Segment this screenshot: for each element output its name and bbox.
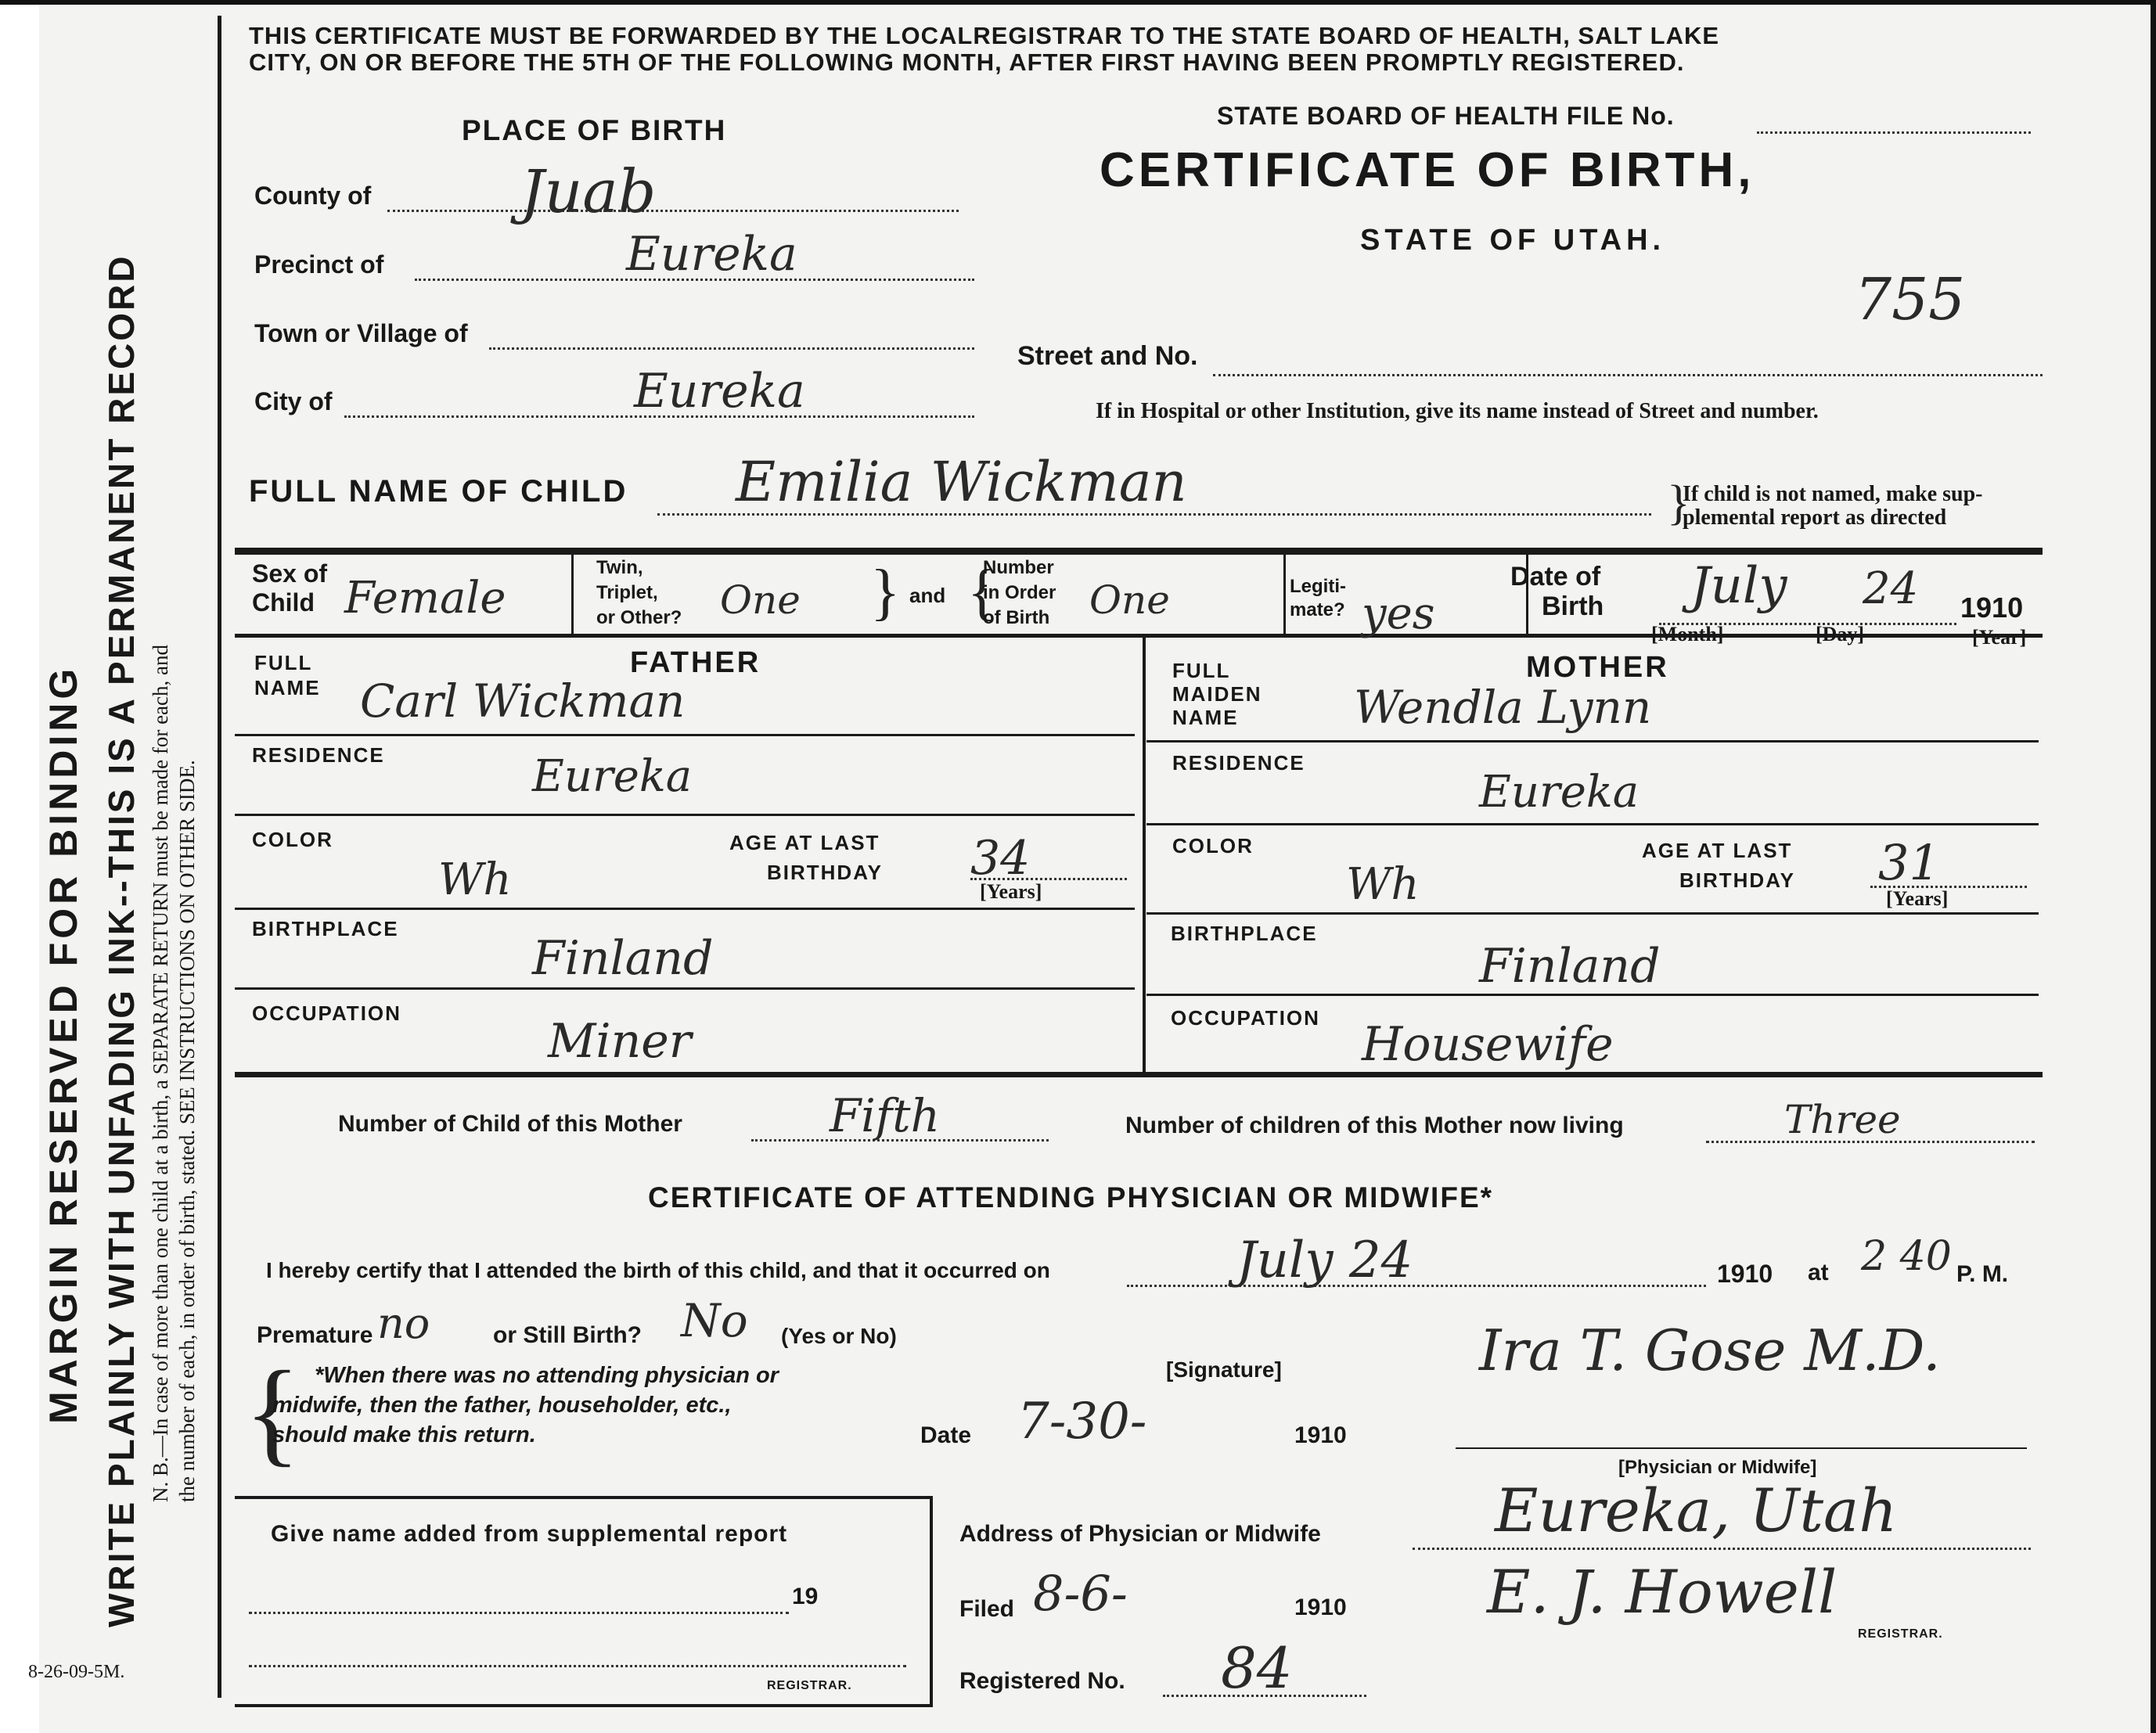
mother-name-label-2: MAIDEN: [1172, 682, 1262, 706]
not-named-note-1: If child is not named, make sup-: [1683, 482, 1983, 506]
sex-label-1: Sex of: [252, 559, 328, 588]
father-color-label: COLOR: [252, 828, 333, 851]
mother-occupation-label: OCCUPATION: [1171, 1006, 1320, 1030]
signature-value: Ira T. Gose M.D.: [1479, 1318, 1941, 1383]
mother-heading: MOTHER: [1526, 651, 1669, 684]
legit-value: yes: [1362, 588, 1435, 639]
dob-label-1: Date of: [1510, 562, 1601, 591]
mother-birthplace-value: Finland: [1479, 939, 1661, 994]
pm-label: P. M.: [1956, 1261, 2009, 1287]
order-bracket: {: [967, 558, 998, 627]
father-age-label-1: AGE AT LAST: [729, 831, 880, 854]
margin-rule: [218, 16, 221, 1698]
legit-label-2: mate?: [1290, 599, 1345, 620]
father-birthplace-value: Finland: [532, 931, 714, 986]
child-number-value: Fifth: [830, 1089, 940, 1142]
father-color-value: Wh: [438, 854, 512, 905]
date-year: 1910: [1294, 1422, 1347, 1448]
certify-text: I hereby certify that I attended the birth of this child, and that it occurred on: [266, 1258, 1050, 1282]
at-label: at: [1808, 1260, 1829, 1285]
yes-or-no: (Yes or No): [781, 1324, 897, 1348]
mother-birthplace-label: BIRTHPLACE: [1171, 922, 1318, 945]
parents-bottom: [235, 1072, 2043, 1077]
order-value: One: [1089, 577, 1170, 623]
occurred-year: 1910: [1717, 1260, 1773, 1288]
torn-edge: [0, 0, 39, 1733]
month-caption: [Month]: [1651, 623, 1724, 645]
not-named-note-2: plemental report as directed: [1683, 505, 1947, 530]
margin-nb-line1: N. B.—In case of more than one child at a birth, a SEPARATE RETURN must be made for each, and: [149, 644, 172, 1502]
parents-divider: [1143, 638, 1146, 1072]
twin-label-1: Twin,: [596, 557, 643, 578]
not-named-bracket: }: [1667, 476, 1690, 530]
child-band-bottom: [235, 634, 2043, 638]
physician-caption: [Physician or Midwife]: [1618, 1457, 1817, 1478]
signature-label: [Signature]: [1166, 1357, 1282, 1382]
child-name-label: FULL NAME OF CHILD: [249, 474, 628, 509]
forward-notice-line1: THIS CERTIFICATE MUST BE FORWARDED BY THE LOCALREGISTRAR TO THE STATE BOARD OF HEALTH, SALT LAKE: [249, 22, 1720, 49]
certificate-number: 755: [1855, 266, 1966, 333]
occurred-line: [1127, 1285, 1706, 1287]
certificate-title: CERTIFICATE OF BIRTH,: [1100, 143, 1755, 197]
precinct-value: Eureka: [626, 227, 797, 282]
premature-label: Premature: [257, 1322, 373, 1348]
dob-month: July: [1690, 557, 1787, 615]
mother-color-rule: [1146, 912, 2039, 915]
still-birth-value: No: [681, 1294, 748, 1347]
father-heading: FATHER: [630, 646, 761, 679]
address-label: Address of Physician or Midwife: [959, 1521, 1321, 1547]
filed-year: 1910: [1294, 1595, 1347, 1620]
order-label-1: Number: [983, 557, 1054, 578]
mother-color-label: COLOR: [1172, 834, 1254, 858]
registrar-signature: E. J. Howell: [1487, 1557, 1837, 1627]
mother-name-label-1: FULL: [1172, 659, 1231, 682]
father-occupation-value: Miner: [548, 1014, 692, 1069]
band-divider-2: [1283, 552, 1286, 634]
child-number-label: Number of Child of this Mother: [338, 1111, 682, 1137]
occurred-month-day: July 24: [1236, 1231, 1413, 1289]
mother-name-rule: [1146, 740, 2039, 742]
twin-label-2: Triplet,: [596, 582, 658, 603]
mother-age-value: 31: [1878, 834, 1940, 891]
mother-occupation-value: Housewife: [1362, 1017, 1614, 1072]
twin-label-3: or Other?: [596, 607, 682, 628]
precinct-label: Precinct of: [254, 250, 384, 279]
mother-name-value: Wendla Lynn: [1354, 681, 1652, 734]
form-code: 8-26-09-5M.: [28, 1662, 125, 1682]
city-value: Eureka: [634, 364, 805, 419]
supplemental-label: Give name added from supplemental report: [271, 1521, 788, 1547]
town-label: Town or Village of: [254, 319, 468, 347]
mother-age-label-1: AGE AT LAST: [1642, 839, 1793, 862]
twin-value: One: [720, 577, 801, 623]
father-residence-rule: [235, 814, 1135, 816]
note-bracket: {: [244, 1347, 301, 1477]
father-birthplace-rule: [235, 987, 1135, 990]
father-years-caption: [Years]: [980, 880, 1042, 903]
hospital-note: If in Hospital or other Institution, give its name instead of Street and number.: [1096, 399, 1819, 423]
physician-sig-rule: [1456, 1447, 2027, 1449]
file-no-line: [1757, 131, 2031, 134]
place-of-birth-heading: PLACE OF BIRTH: [462, 114, 727, 146]
registered-no-label: Registered No.: [959, 1668, 1125, 1694]
legit-label-1: Legiti-: [1290, 576, 1346, 597]
city-label: City of: [254, 387, 333, 415]
father-name-label-1: FULL: [254, 651, 313, 674]
premature-value: no: [377, 1299, 430, 1348]
father-color-rule: [235, 908, 1135, 910]
order-label-3: of Birth: [983, 607, 1050, 628]
father-occupation-label: OCCUPATION: [252, 1001, 401, 1025]
note-line-1: *When there was no attending physician or: [315, 1363, 779, 1388]
day-caption: [Day]: [1816, 623, 1865, 645]
filed-label: Filed: [959, 1596, 1015, 1622]
page-border-top: [0, 0, 2156, 5]
father-residence-value: Eureka: [532, 751, 693, 802]
living-value: Three: [1784, 1097, 1901, 1142]
county-value: Juab: [520, 156, 657, 226]
and-label: and: [909, 584, 946, 607]
dob-day: 24: [1863, 563, 1919, 614]
child-name-value: Emilia Wickman: [736, 450, 1187, 514]
supplemental-year: 19: [792, 1584, 819, 1609]
father-name-label-2: NAME: [254, 676, 321, 699]
supplemental-line: [249, 1612, 789, 1614]
page-border-right: [2151, 0, 2156, 1733]
forward-notice-line2: CITY, ON OR BEFORE THE 5TH OF THE FOLLOWING MONTH, AFTER FIRST HAVING BEEN PROMPTLY REGISTERED.: [249, 49, 1685, 76]
registrar-caption: REGISTRAR.: [1858, 1627, 1943, 1641]
mother-birthplace-rule: [1146, 994, 2039, 996]
supplemental-registrar-line: [249, 1665, 906, 1667]
still-birth-label: or Still Birth?: [493, 1322, 642, 1348]
street-line: [1213, 374, 2043, 376]
date-label: Date: [920, 1422, 972, 1448]
sex-label-2: Child: [252, 588, 315, 617]
filed-value: 8-6-: [1033, 1565, 1128, 1622]
band-divider-1: [571, 552, 574, 634]
mother-name-label-3: NAME: [1172, 706, 1239, 729]
town-line: [489, 347, 974, 350]
county-line: [387, 210, 959, 212]
father-age-value: 34: [970, 831, 1031, 886]
physician-heading: CERTIFICATE OF ATTENDING PHYSICIAN OR MIDWIFE*: [648, 1181, 1494, 1213]
county-label: County of: [254, 182, 372, 210]
margin-ink-text: WRITE PLAINLY WITH UNFADING INK--THIS IS A PERMANENT RECORD: [101, 253, 142, 1627]
time-value: 2 40: [1861, 1233, 1952, 1280]
mother-years-caption: [Years]: [1886, 887, 1949, 910]
margin-nb-line2: the number of each, in order of birth, stated. SEE INSTRUCTIONS ON OTHER SIDE.: [175, 760, 199, 1502]
mother-color-value: Wh: [1346, 859, 1420, 910]
father-name-value: Carl Wickman: [360, 674, 686, 728]
mother-residence-rule: [1146, 823, 2039, 825]
dob-year: 1910: [1960, 591, 2024, 624]
note-line-3: should make this return.: [272, 1422, 536, 1447]
address-line: [1413, 1548, 2031, 1550]
supplemental-registrar-caption: REGISTRAR.: [767, 1679, 852, 1692]
order-label-2: in Order: [983, 582, 1056, 603]
street-label: Street and No.: [1017, 341, 1198, 371]
father-birthplace-label: BIRTHPLACE: [252, 917, 399, 940]
dob-label-2: Birth: [1542, 591, 1604, 621]
state-of-utah: STATE OF UTAH.: [1360, 224, 1666, 257]
mother-residence-value: Eureka: [1479, 767, 1639, 818]
file-no-label: STATE BOARD OF HEALTH FILE No.: [1217, 102, 1675, 130]
registered-no-value: 84: [1221, 1635, 1293, 1701]
mother-age-label-2: BIRTHDAY: [1679, 868, 1795, 892]
mother-residence-label: RESIDENCE: [1172, 751, 1305, 775]
year-caption: [Year]: [1972, 626, 2027, 649]
margin-binding-text: MARGIN RESERVED FOR BINDING: [41, 664, 85, 1424]
father-residence-label: RESIDENCE: [252, 743, 385, 767]
date-value: 7-30-: [1017, 1393, 1147, 1451]
father-name-rule: [235, 734, 1135, 736]
note-line-2: midwife, then the father, householder, etc.,: [272, 1393, 732, 1418]
sex-value: Female: [344, 573, 506, 624]
twin-bracket: }: [870, 558, 901, 627]
address-value: Eureka, Utah: [1495, 1476, 1898, 1545]
father-age-label-2: BIRTHDAY: [767, 861, 883, 884]
child-band-top: [235, 548, 2043, 555]
living-label: Number of children of this Mother now living: [1125, 1113, 1624, 1138]
